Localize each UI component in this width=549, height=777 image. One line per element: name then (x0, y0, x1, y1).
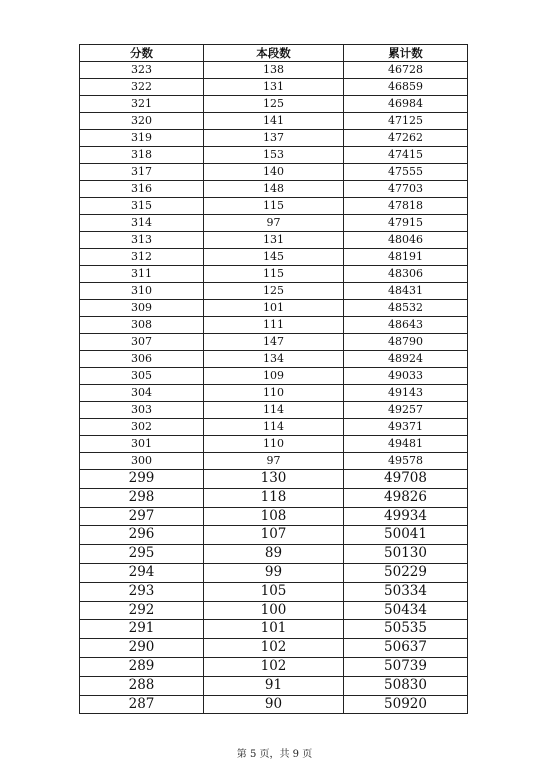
cell-segment-count: 153 (204, 147, 344, 164)
table-row (80, 402, 468, 419)
cell-cumulative-count: 48532 (344, 300, 468, 317)
cell-cumulative-count: 47125 (344, 113, 468, 130)
table-row (80, 181, 468, 198)
cell-score: 287 (80, 695, 204, 714)
table-row (80, 620, 468, 639)
table-row (80, 317, 468, 334)
cell-score: 297 (80, 507, 204, 526)
cell-segment-count: 105 (204, 582, 344, 601)
table-header-row (80, 45, 468, 62)
table-row (80, 215, 468, 232)
header-cumulative-count: 累计数 (344, 45, 468, 62)
table-row (80, 79, 468, 96)
cell-score: 301 (80, 436, 204, 453)
cell-score: 309 (80, 300, 204, 317)
cell-cumulative-count: 50920 (344, 695, 468, 714)
table-row (80, 639, 468, 658)
table-row (80, 507, 468, 526)
cell-segment-count: 97 (204, 215, 344, 232)
cell-score: 319 (80, 130, 204, 147)
cell-score: 292 (80, 601, 204, 620)
cell-segment-count: 102 (204, 639, 344, 658)
cell-score: 306 (80, 351, 204, 368)
table-row (80, 351, 468, 368)
cell-cumulative-count: 48046 (344, 232, 468, 249)
cell-segment-count: 99 (204, 563, 344, 582)
table-row (80, 368, 468, 385)
cell-score: 300 (80, 453, 204, 470)
table-row (80, 657, 468, 676)
table-row (80, 198, 468, 215)
cell-segment-count: 114 (204, 402, 344, 419)
table-row (80, 676, 468, 695)
table-row (80, 470, 468, 489)
cell-score: 313 (80, 232, 204, 249)
cell-score: 289 (80, 657, 204, 676)
cell-score: 298 (80, 488, 204, 507)
cell-cumulative-count: 48306 (344, 266, 468, 283)
cell-cumulative-count: 47262 (344, 130, 468, 147)
table-row (80, 249, 468, 266)
cell-score: 311 (80, 266, 204, 283)
cell-score: 317 (80, 164, 204, 181)
table-row (80, 164, 468, 181)
table-row (80, 601, 468, 620)
cell-score: 290 (80, 639, 204, 658)
cell-segment-count: 125 (204, 283, 344, 300)
cell-segment-count: 110 (204, 385, 344, 402)
cell-score: 296 (80, 526, 204, 545)
cell-cumulative-count: 49371 (344, 419, 468, 436)
cell-cumulative-count: 48431 (344, 283, 468, 300)
cell-score: 312 (80, 249, 204, 266)
cell-score: 323 (80, 62, 204, 79)
cell-segment-count: 130 (204, 470, 344, 489)
table-row (80, 334, 468, 351)
cell-cumulative-count: 47703 (344, 181, 468, 198)
cell-segment-count: 145 (204, 249, 344, 266)
cell-cumulative-count: 50739 (344, 657, 468, 676)
cell-segment-count: 89 (204, 545, 344, 564)
cell-segment-count: 131 (204, 232, 344, 249)
cell-segment-count: 110 (204, 436, 344, 453)
cell-score: 303 (80, 402, 204, 419)
cell-cumulative-count: 50229 (344, 563, 468, 582)
cell-score: 318 (80, 147, 204, 164)
cell-segment-count: 141 (204, 113, 344, 130)
cell-score: 314 (80, 215, 204, 232)
cell-segment-count: 125 (204, 96, 344, 113)
cell-segment-count: 148 (204, 181, 344, 198)
cell-cumulative-count: 48191 (344, 249, 468, 266)
cell-score: 302 (80, 419, 204, 436)
cell-segment-count: 91 (204, 676, 344, 695)
table-row (80, 62, 468, 79)
cell-segment-count: 101 (204, 300, 344, 317)
cell-cumulative-count: 47818 (344, 198, 468, 215)
cell-segment-count: 131 (204, 79, 344, 96)
cell-cumulative-count: 49708 (344, 470, 468, 489)
cell-cumulative-count: 49257 (344, 402, 468, 419)
cell-cumulative-count: 50535 (344, 620, 468, 639)
cell-score: 321 (80, 96, 204, 113)
table-row (80, 300, 468, 317)
cell-segment-count: 140 (204, 164, 344, 181)
table-row (80, 283, 468, 300)
cell-segment-count: 100 (204, 601, 344, 620)
cell-cumulative-count: 47415 (344, 147, 468, 164)
table-body (80, 62, 468, 714)
cell-score: 295 (80, 545, 204, 564)
table-row (80, 147, 468, 164)
table-row (80, 130, 468, 147)
table-row (80, 113, 468, 130)
cell-cumulative-count: 48643 (344, 317, 468, 334)
cell-cumulative-count: 47915 (344, 215, 468, 232)
cell-score: 310 (80, 283, 204, 300)
cell-cumulative-count: 49481 (344, 436, 468, 453)
cell-cumulative-count: 46984 (344, 96, 468, 113)
cell-segment-count: 134 (204, 351, 344, 368)
cell-cumulative-count: 49934 (344, 507, 468, 526)
cell-cumulative-count: 49578 (344, 453, 468, 470)
header-segment-count: 本段数 (204, 45, 344, 62)
score-distribution-table (79, 44, 468, 714)
cell-cumulative-count: 46859 (344, 79, 468, 96)
cell-segment-count: 147 (204, 334, 344, 351)
cell-score: 291 (80, 620, 204, 639)
cell-score: 299 (80, 470, 204, 489)
cell-segment-count: 107 (204, 526, 344, 545)
table-row (80, 453, 468, 470)
cell-segment-count: 108 (204, 507, 344, 526)
cell-segment-count: 115 (204, 266, 344, 283)
cell-segment-count: 101 (204, 620, 344, 639)
cell-segment-count: 137 (204, 130, 344, 147)
cell-cumulative-count: 50041 (344, 526, 468, 545)
table-row (80, 488, 468, 507)
cell-segment-count: 111 (204, 317, 344, 334)
cell-segment-count: 115 (204, 198, 344, 215)
cell-score: 288 (80, 676, 204, 695)
cell-score: 320 (80, 113, 204, 130)
cell-score: 315 (80, 198, 204, 215)
table-row (80, 419, 468, 436)
cell-cumulative-count: 47555 (344, 164, 468, 181)
cell-score: 293 (80, 582, 204, 601)
cell-score: 316 (80, 181, 204, 198)
cell-segment-count: 114 (204, 419, 344, 436)
cell-segment-count: 90 (204, 695, 344, 714)
cell-cumulative-count: 50434 (344, 601, 468, 620)
cell-score: 307 (80, 334, 204, 351)
cell-cumulative-count: 49033 (344, 368, 468, 385)
table-row (80, 526, 468, 545)
cell-cumulative-count: 48790 (344, 334, 468, 351)
table-row (80, 582, 468, 601)
cell-segment-count: 109 (204, 368, 344, 385)
table-row (80, 695, 468, 714)
table-row (80, 266, 468, 283)
cell-cumulative-count: 50130 (344, 545, 468, 564)
table-row (80, 385, 468, 402)
table-row (80, 563, 468, 582)
cell-cumulative-count: 50334 (344, 582, 468, 601)
cell-cumulative-count: 50830 (344, 676, 468, 695)
cell-score: 322 (80, 79, 204, 96)
header-score: 分数 (80, 45, 204, 62)
cell-segment-count: 118 (204, 488, 344, 507)
cell-score: 294 (80, 563, 204, 582)
cell-segment-count: 138 (204, 62, 344, 79)
cell-score: 304 (80, 385, 204, 402)
table-row (80, 232, 468, 249)
cell-cumulative-count: 50637 (344, 639, 468, 658)
table-row (80, 436, 468, 453)
cell-segment-count: 102 (204, 657, 344, 676)
table-row (80, 545, 468, 564)
cell-score: 308 (80, 317, 204, 334)
cell-segment-count: 97 (204, 453, 344, 470)
cell-cumulative-count: 49143 (344, 385, 468, 402)
cell-cumulative-count: 49826 (344, 488, 468, 507)
table-row (80, 96, 468, 113)
cell-score: 305 (80, 368, 204, 385)
cell-cumulative-count: 46728 (344, 62, 468, 79)
page-footer: 第 5 页，共 9 页 (236, 749, 313, 760)
cell-cumulative-count: 48924 (344, 351, 468, 368)
